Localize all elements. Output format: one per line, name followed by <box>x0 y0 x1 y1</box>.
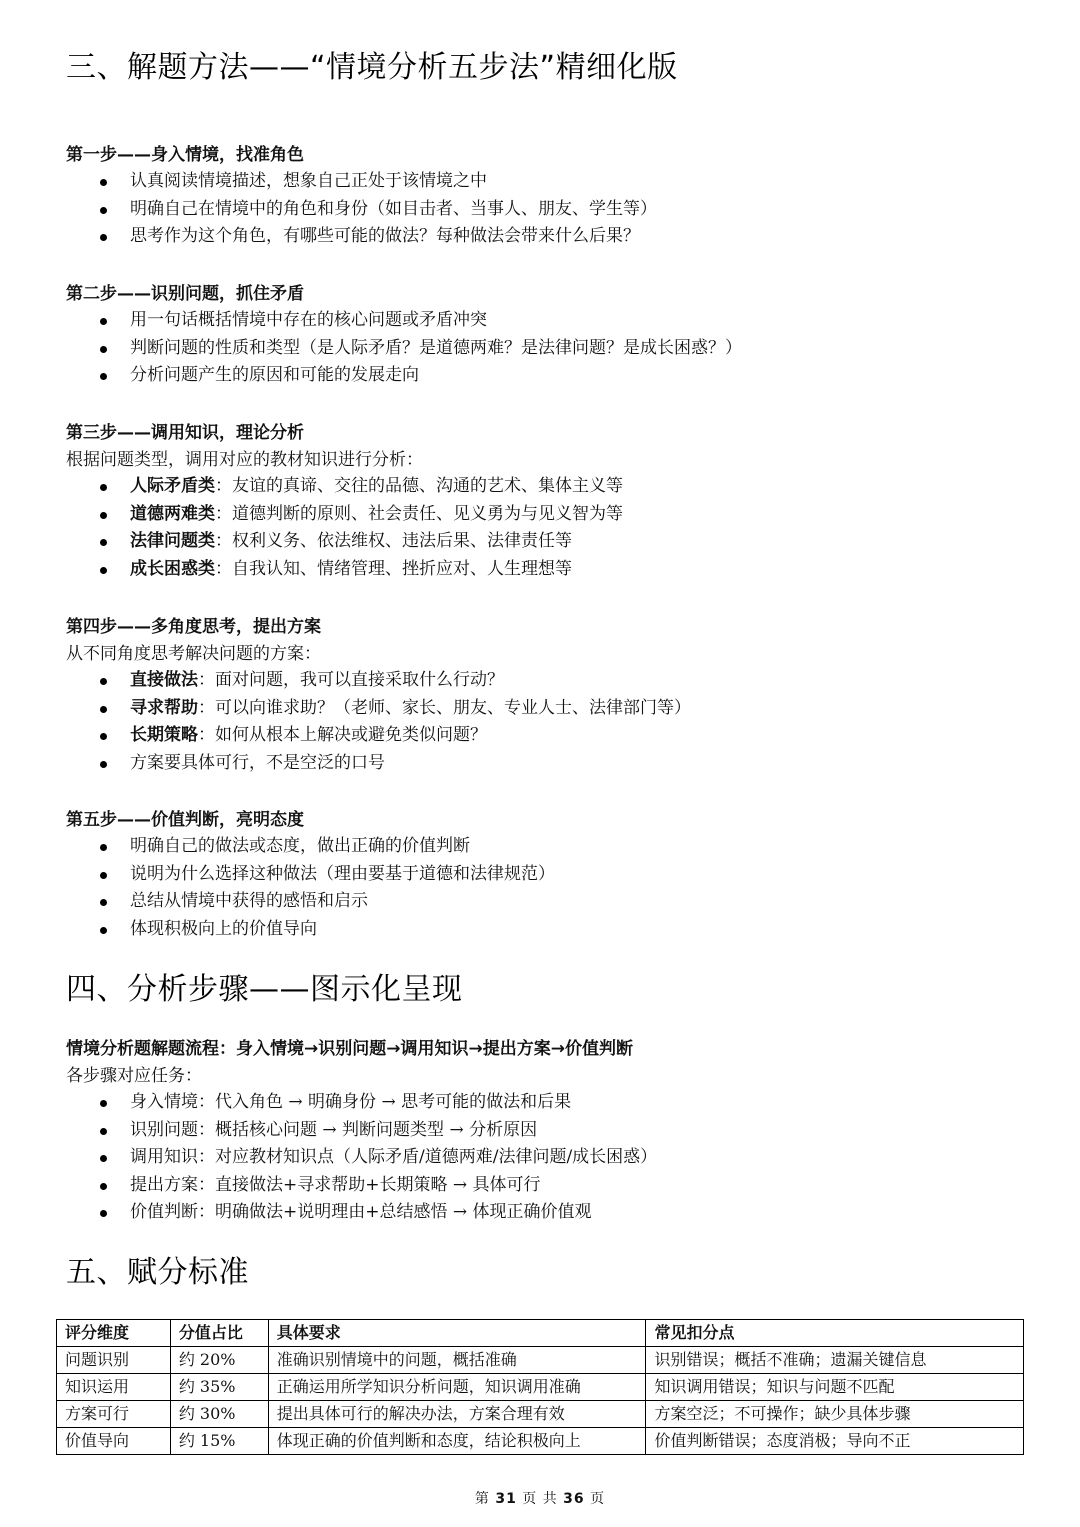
step4-title: 第四步——多角度思考，提出方案 <box>66 617 321 637</box>
table-cell: 约 15% <box>170 1428 268 1455</box>
step1-list <box>96 168 657 251</box>
keyword: 法律问题类 <box>130 531 215 552</box>
section4-heading: 四、分析步骤——图示化呈现 <box>66 972 463 1007</box>
table-cell: 问题识别 <box>57 1347 171 1374</box>
list-item <box>96 528 623 556</box>
list-item <box>96 556 623 584</box>
table-header-cell: 具体要求 <box>268 1320 646 1347</box>
list-item <box>96 695 691 723</box>
current-page-number: 31 <box>495 1491 517 1507</box>
table-cell: 约 35% <box>170 1374 268 1401</box>
item-text: ：权利义务、依法维权、违法后果、法律责任等 <box>215 531 572 552</box>
table-cell: 约 30% <box>170 1401 268 1428</box>
table-cell: 正确运用所学知识分析问题，知识调用准确 <box>268 1374 646 1401</box>
list-item: 说明为什么选择这种做法（理由要基于道德和法律规范） <box>96 861 555 889</box>
table-cell: 方案可行 <box>57 1401 171 1428</box>
flow-title: 情境分析题解题流程：身入情境→识别问题→调用知识→提出方案→价值判断 <box>66 1039 633 1059</box>
item-text: ：面对问题，我可以直接采取什么行动？ <box>198 670 504 690</box>
item-text: ：友谊的真谛、交往的品德、沟通的艺术、集体主义等 <box>215 476 623 496</box>
table-cell: 准确识别情境中的问题，概括准确 <box>268 1347 646 1374</box>
footer-prefix: 第 <box>474 1491 490 1507</box>
list-item <box>96 473 623 501</box>
item-text: ：自我认知、情绪管理、挫折应对、人生理想等 <box>215 558 572 579</box>
table-header-cell: 评分维度 <box>57 1320 171 1347</box>
table-cell: 体现正确的价值判断和态度，结论积极向上 <box>268 1428 646 1455</box>
table-row <box>57 1374 1024 1401</box>
footer-middle: 页 共 <box>522 1491 558 1507</box>
list-item: 分析问题产生的原因和可能的发展走向 <box>96 362 742 390</box>
list-item: 体现积极向上的价值导向 <box>96 916 555 944</box>
step5-list <box>96 833 555 943</box>
step3-title: 第三步——调用知识，理论分析 <box>66 423 304 443</box>
table-cell: 知识运用 <box>57 1374 171 1401</box>
page-footer <box>0 1488 1080 1508</box>
list-item: 判断问题的性质和类型（是人际矛盾？是道德两难？是法律问题？是成长困惑？） <box>96 335 742 363</box>
keyword: 直接做法 <box>130 670 198 690</box>
section4-list <box>96 1089 657 1227</box>
list-item <box>96 667 691 695</box>
table-row <box>57 1347 1024 1374</box>
list-item: 思考作为这个角色，有哪些可能的做法？每种做法会带来什么后果？ <box>96 223 657 251</box>
item-text: ：道德判断的原则、社会责任、见义勇为与见义智为等 <box>215 503 623 524</box>
step3-list <box>96 473 623 583</box>
list-item: 提出方案：直接做法+寻求帮助+长期策略 → 具体可行 <box>96 1172 657 1200</box>
table-cell: 方案空泛；不可操作；缺少具体步骤 <box>646 1401 1024 1428</box>
list-item: 认真阅读情境描述，想象自己正处于该情境之中 <box>96 168 657 196</box>
table-header-row <box>57 1320 1024 1347</box>
list-item: 用一句话概括情境中存在的核心问题或矛盾冲突 <box>96 307 742 335</box>
table-cell: 知识调用错误；知识与问题不匹配 <box>646 1374 1024 1401</box>
list-item: 识别问题：概括核心问题 → 判断问题类型 → 分析原因 <box>96 1117 657 1145</box>
keyword: 成长困惑类 <box>130 558 215 579</box>
list-item: 总结从情境中获得的感悟和启示 <box>96 888 555 916</box>
table-cell: 提出具体可行的解决办法，方案合理有效 <box>268 1401 646 1428</box>
step4-intro: 从不同角度思考解决问题的方案： <box>66 644 321 664</box>
total-page-number: 36 <box>563 1491 585 1507</box>
table-row <box>57 1401 1024 1428</box>
table-row <box>57 1428 1024 1455</box>
section3-heading: 三、解题方法——“情境分析五步法”精细化版 <box>66 50 678 85</box>
list-item: 明确自己在情境中的角色和身份（如目击者、当事人、朋友、学生等） <box>96 196 657 224</box>
step2-list <box>96 307 742 390</box>
step5-title: 第五步——价值判断，亮明态度 <box>66 810 304 830</box>
step2-title: 第二步——识别问题，抓住矛盾 <box>66 284 304 304</box>
list-item: 价值判断：明确做法+说明理由+总结感悟 → 体现正确价值观 <box>96 1199 657 1227</box>
keyword: 寻求帮助 <box>130 697 198 718</box>
list-item: 方案要具体可行，不是空泛的口号 <box>96 750 691 778</box>
section5-heading: 五、赋分标准 <box>66 1255 249 1290</box>
table-header-cell: 分值占比 <box>170 1320 268 1347</box>
table-cell: 价值判断错误；态度消极；导向不正 <box>646 1428 1024 1455</box>
table-cell: 价值导向 <box>57 1428 171 1455</box>
list-item: 明确自己的做法或态度，做出正确的价值判断 <box>96 833 555 861</box>
table-cell: 约 20% <box>170 1347 268 1374</box>
step4-list <box>96 667 691 777</box>
section4-intro: 各步骤对应任务： <box>66 1066 202 1086</box>
step3-intro: 根据问题类型，调用对应的教材知识进行分析： <box>66 450 423 470</box>
keyword: 人际矛盾类 <box>130 476 215 496</box>
list-item <box>96 501 623 529</box>
keyword: 道德两难类 <box>130 503 215 524</box>
step1-title: 第一步——身入情境，找准角色 <box>66 145 304 165</box>
table-header-cell: 常见扣分点 <box>646 1320 1024 1347</box>
item-text: ：可以向谁求助？（老师、家长、朋友、专业人士、法律部门等） <box>198 697 691 718</box>
list-item: 身入情境：代入角色 → 明确身份 → 思考可能的做法和后果 <box>96 1089 657 1117</box>
item-text: ：如何从根本上解决或避免类似问题？ <box>198 725 487 746</box>
scoring-table <box>56 1319 1024 1455</box>
list-item: 调用知识：对应教材知识点（人际矛盾/道德两难/法律问题/成长困惑） <box>96 1144 657 1172</box>
table-cell: 识别错误；概括不准确；遗漏关键信息 <box>646 1347 1024 1374</box>
footer-suffix: 页 <box>590 1491 606 1507</box>
list-item <box>96 722 691 750</box>
keyword: 长期策略 <box>130 725 198 746</box>
